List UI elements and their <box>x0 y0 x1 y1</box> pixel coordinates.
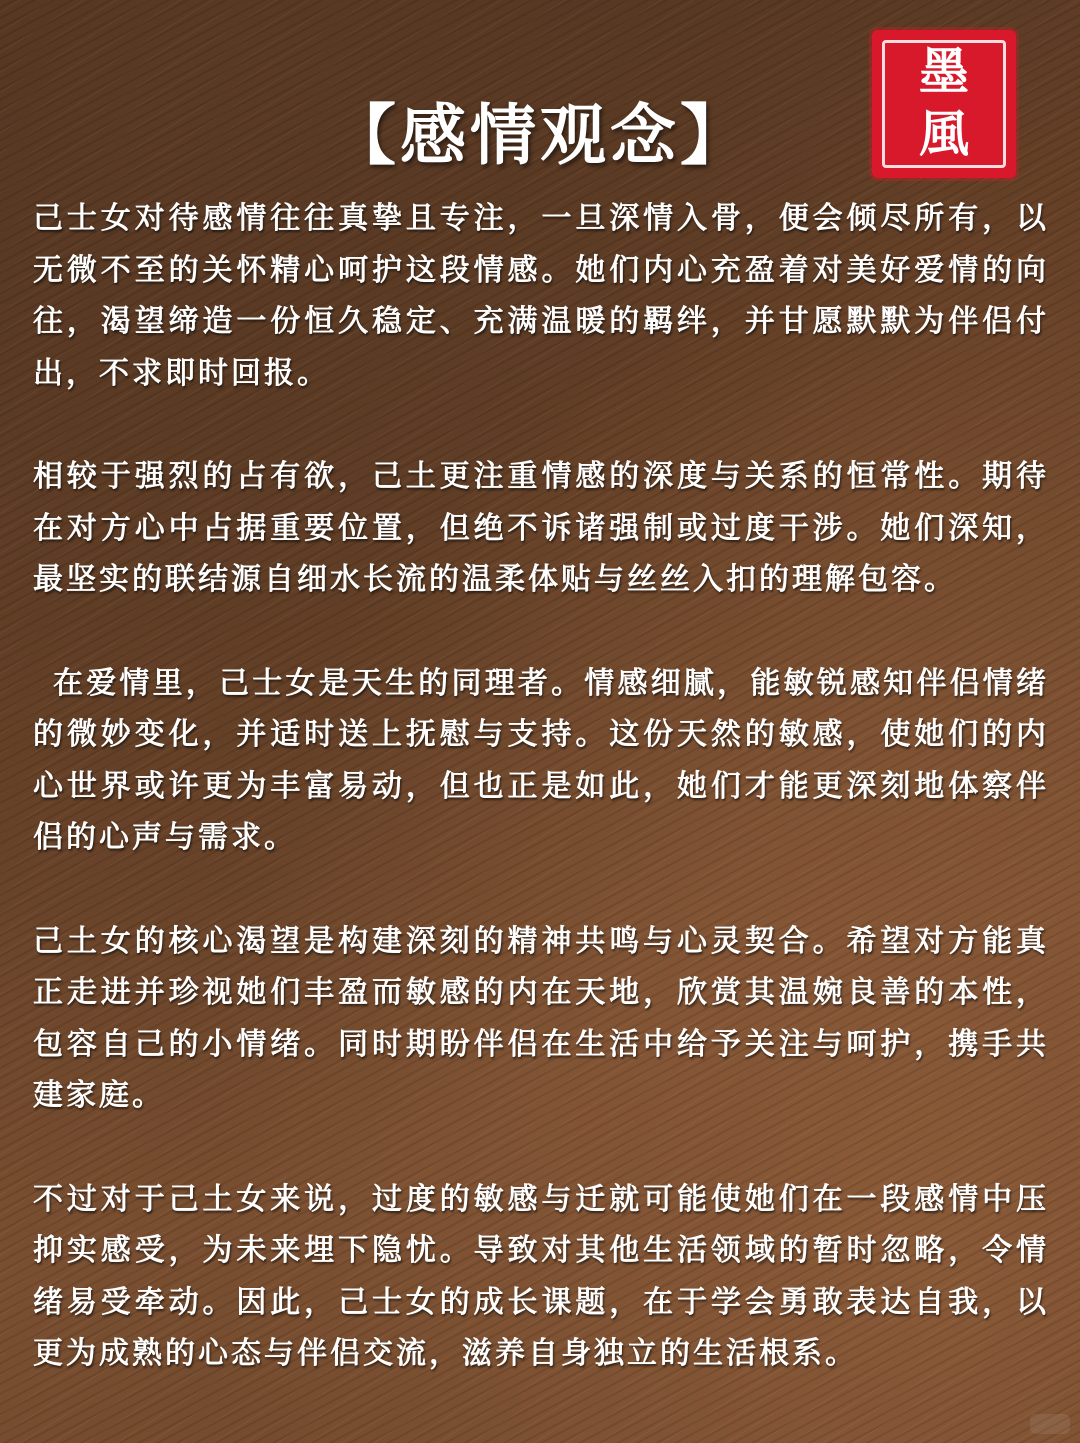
paragraph-4: 己土女的核心渴望是构建深刻的精神共鸣与心灵契合。希望对方能真正走进并珍视她们丰盈而敏感的内在天地，欣赏其温婉良善的本性，包容自己的小情绪。同时期盼伴侣在生活中给予关注与呵护，携手共建家庭。 <box>33 923 1049 1113</box>
page-title: 【感情观念】 <box>330 97 750 174</box>
seal-stamp <box>872 30 1016 178</box>
article-body <box>33 193 1049 1432</box>
paragraph-1: 己士女对待感情往往真挚且专注，一旦深情入骨，便会倾尽所有，以无微不至的关怀精心呵护这段情感。她们内心充盈着对美好爱情的向往，渴望缔造一份恒久稳定、充满温暖的羁绊，并甘愿默默为伴侣付出，不求即时回报。 <box>33 201 1049 391</box>
paragraph-5: 不过对于己土女来说，过度的敏感与迁就可能使她们在一段感情中压抑实感受，为未来埋下隐忧。导致对其他生活领域的暂时忽略，令情绪易受牵动。因此，己士女的成长课题，在于学会勇敢表达自我，以更为成熟的心态与伴侣交流，滋养自身独立的生活根系。 <box>33 1181 1049 1371</box>
seal-char-bottom: 風 <box>919 104 969 163</box>
watermark-mark <box>1030 1414 1070 1434</box>
seal-char-top: 墨 <box>919 42 969 101</box>
paragraph-3: 在爱情里，己士女是天生的同理者。情感细腻，能敏锐感知伴侣情绪的微妙变化，并适时送上抚慰与支持。这份天然的敏感，使她们的内心世界或许更为丰富易动，但也正是如此，她们才能更深刻地体察伴侣的心声与需求。 <box>33 665 1049 855</box>
paragraph-2: 相较于强烈的占有欲，己土更注重情感的深度与关系的恒常性。期待在对方心中占据重要位置，但绝不诉诸强制或过度干涉。她们深知，最坚实的联结源自细水长流的温柔体贴与丝丝入扣的理解包容。 <box>33 459 1049 597</box>
